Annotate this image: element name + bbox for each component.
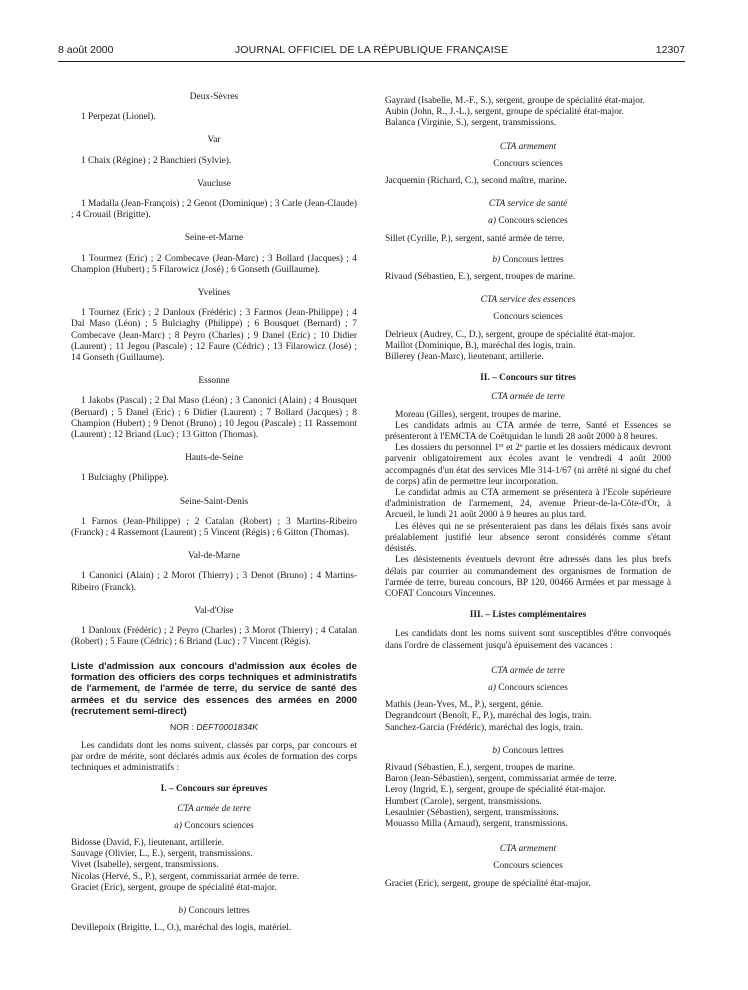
page-number: 12307 [655,44,685,56]
journal-title: JOURNAL OFFICIEL DE LA RÉPUBLIQUE FRANÇAISE [234,44,509,56]
department-heading: Seine-et-Marne [184,233,244,244]
list-item: Sillet (Cyrille, P.), sergent, santé armée de terre. [385,233,565,244]
concours-heading: a) Concours sciences [488,216,568,227]
concours-heading: b) Concours lettres [492,745,564,756]
section-heading-2: II. – Concours sur titres [480,373,576,384]
name-list [385,763,671,830]
list-item: Gayrard (Isabelle, M.-F., S.), sergent, groupe de spécialité état-major. [385,96,645,106]
section-heading-3: III. – Listes complémentaires [469,610,587,621]
concours-label: Concours lettres [502,254,564,265]
paragraph: Le candidat admis au CTA armement se présentera à l'Ecole supérieure d'administration de l'armement, 24, avenue Prieur-de-la-Côte-d'Or, à Arcueil, le lundi 21 août 2000 à 9 heures au plus tard. [385,488,671,521]
concours-label: Concours lettres [502,745,564,756]
right-column [385,96,671,890]
list-item: Maillot (Dominique, B.), maréchal des logis, train. [385,340,576,351]
superscript: er [498,443,504,450]
list-item: Aubin (John, R., J.-L.), sergent, groupe de spécialité état-major. [385,107,624,118]
department-heading: Val-d'Oise [194,605,234,616]
paragraph: Les désistements éventuels devront être adressés dans les plus brefs délais par courrier au commandement des organismes de formation de l'armée de terre, bureau concours, BP 120, 00466 Armées et par message à COFAT Concours Vincennes. [385,555,671,599]
concours-heading: a) Concours sciences [174,820,254,831]
department-ranking: 1 Danloux (Frédéric) ; 2 Peyro (Charles) ; 3 Morot (Thierry) ; 4 Catalan (Robert) ; 5 Faure (Cédric) ; 6 Briand (Luc) ; 7 Vincent (Régis). [71,626,357,648]
concours-heading: a) Concours sciences [488,682,568,693]
department-heading: Essonne [198,376,230,387]
list-item: Mouasso Milla (Arnaud), sergent, transmissions. [385,818,568,829]
list-item: Baron (Jean-Sébastien), sergent, commissariat armée de terre. [385,774,617,785]
name-list [71,923,357,934]
department-heading: Var [207,135,221,146]
list-item: Lesaulnier (Sébastien), sergent, transmissions. [385,807,559,818]
department-heading: Deux-Sèvres [189,92,239,102]
list-item: Leroy (Ingrid, E.), sergent, groupe de spécialité état-major. [385,785,606,796]
department-ranking: 1 Jakobs (Pascal) ; 2 Dal Maso (Léon) ; 3 Canonici (Alain) ; 4 Bousquet (Bernard) ; 5 Danel (Eric) ; 6 Didier (Laurent) ; 7 Bollard (Jacques) ; 8 Champion (Hubert) ; 9 Denot (Bruno) ; 10 Jegou (Pascale) ; 11 Rassemont (Laurent) ; 12 Briand (Luc) ; 13 Gitton (Thomas). [71,396,357,441]
page-header [58,44,685,58]
department-ranking: 1 Bulciaghy (Philippe). [81,473,169,484]
concours-label: Concours lettres [188,905,250,916]
paragraph: Les candidats admis au CTA armée de terre, Santé et Essences se présenteront à l'EMCTA de Coëtquidan le lundi 28 août 2000 à 8 heures. [385,420,671,443]
decree-title: Liste d'admission aux concours d'admission aux écoles de formation des officiers des corps techniques et administratifs de l'armement, de l'armée de terre, du service de santé des armées et du service des essences des armées en 2000 (recrutement semi-direct) [71,660,357,718]
concours-label: Concours sciences [184,820,254,831]
list-item: Rivaud (Sébastien, E.), sergent, troupes de marine. [385,762,576,773]
department-heading: Seine-Saint-Denis [179,496,249,507]
superscript: e [519,443,523,450]
list-item: Moreau (Gilles), sergent, troupes de marine. [395,409,561,420]
nor-label: NOR : [170,721,194,732]
concours-heading: Concours sciences [493,158,563,169]
name-list [385,272,671,283]
concours-heading: b) Concours lettres [492,254,564,265]
list-item: Sauvage (Olivier, L., E.), sergent, transmissions. [71,849,253,860]
list-item: Billerey (Jean-Marc), lieutenant, artillerie. [385,352,544,363]
department-ranking: 1 Farnos (Jean-Philippe) ; 2 Catalan (Robert) ; 3 Martins-Ribeiro (Franck) ; 4 Rassemont (Laurent) ; 5 Vincent (Régis) ; 6 Gitton (Thomas). [71,516,357,539]
concours-label: Concours sciences [498,216,568,227]
department-ranking: 1 Tourmez (Eric) ; 2 Combecave (Jean-Marc) ; 3 Bollard (Jacques) ; 4 Champion (Hubert) ; 5 Filarowicz (José) ; 6 Gonseth (Guillaume). [71,253,357,275]
name-list [71,838,357,894]
name-list [385,176,671,187]
list-item: Graciet (Eric), sergent, groupe de spécialité état-major. [385,878,591,889]
cta-heading: CTA armée de terre [491,392,565,403]
list-item: Degrandcourt (Benoît, F., P.), maréchal des logis, train. [385,711,592,722]
cta-heading: CTA armement [499,141,557,152]
cta-heading: CTA armée de terre [491,665,565,676]
list-item: Mathis (Jean-Yves, M., P.), sergent, génie. [385,700,544,711]
section-heading-1: I. – Concours sur épreuves [160,784,268,795]
paragraph: Les candidats dont les noms suivent sont susceptibles d'être convoqués dans l'ordre de classement jusqu'à épuisement des vacances : [385,629,671,651]
nor-reference [71,722,357,733]
text-run: Les dossiers du personnel 1 [395,443,499,454]
concours-heading: b) Concours lettres [178,905,250,916]
header-rule [58,61,685,62]
cta-heading: CTA armement [499,844,557,855]
name-list [385,330,671,364]
department-ranking: 1 Tournez (Eric) ; 2 Danloux (Frédéric) ; 3 Farmos (Jean-Philippe) ; 4 Dal Maso (Léon) ; 5 Bulciaghy (Philippe) ; 6 Bousquet (Bernard) ; 7 Combecave (Jean-Marc) ; 8 Peyro (Charles) ; 9 Danel (Eric) ; 10 Didier (Laurent) ; 11 Jegou (Pascale) ; 12 Faure (Cédric) ; 13 Filarowicz (José) ; 14 Gonseth (Guillaume). [71,308,357,364]
list-item: Bidosse (David, F.), lieutenant, artillerie. [71,837,225,848]
name-list [385,96,671,130]
concours-heading: Concours sciences [493,861,563,872]
list-item: Vivet (Isabelle), sergent, transmissions. [71,860,219,871]
name-list [385,700,671,734]
concours-label: Concours sciences [498,682,568,693]
department-ranking: 1 Chaix (Régine) ; 2 Banchieri (Sylvie). [81,155,232,166]
text-run: partie et les dossiers médicaux devront parvenir obligatoirement aux écoles avant le vendredi 4 août 2000 accompagnés d'un état des services Mle 314-1/67 (ni arrêté ni signé du chef de corps) afin de permettre leur incorporation. [385,443,671,487]
list-item: Jacquemin (Richard, C.), second maître, marine. [385,176,567,187]
name-list [385,879,671,890]
department-list [71,92,357,649]
department-heading: Vaucluse [197,178,231,189]
header-date: 8 août 2000 [58,44,114,56]
paragraph [385,443,671,488]
paragraph: Les élèves qui ne se présenteraient pas dans les délais fixés sans avoir préalablement justifié leur absence seront considérés comme s'étant désistés. [385,521,671,555]
list-item: Graciet (Eric), sergent, groupe de spécialité état-major. [71,882,277,893]
list-item: Delrieux (Audrey, C., D.), sergent, groupe de spécialité état-major. [385,329,635,340]
list-item: Rivaud (Sébastien, E.), sergent, troupes de marine. [385,272,576,283]
department-heading: Val-de-Marne [187,551,241,562]
concours-heading: Concours sciences [493,312,563,323]
cta-heading: CTA service de santé [488,199,568,210]
cta-heading: CTA armée de terre [177,803,251,814]
left-column [71,92,357,934]
list-item: Sanchez-Garcia (Frédéric), maréchal des logis, train. [385,722,583,733]
intro-paragraph: Les candidats dont les noms suivent, classés par corps, par concours et par ordre de mérite, sont déclarés admis aux écoles de formation des corps techniques et administratifs : [71,740,357,774]
cta-heading: CTA service des essences [480,295,576,306]
list-item: Balanca (Virginie, S.), sergent, transmissions. [385,118,557,129]
text-run: et 2 [503,443,520,454]
nor-code: DEFT0001834K [196,721,258,732]
list-item: Devillepoix (Brigitte, L., O.), maréchal des logis, matériel. [71,923,292,934]
name-list [385,234,671,245]
department-heading: Hauts-de-Seine [185,453,243,464]
department-ranking: 1 Canonici (Alain) ; 2 Morot (Thierry) ; 3 Denot (Bruno) ; 4 Martins-Ribeiro (Franck). [71,571,357,593]
department-ranking: 1 Perpezat (Lionel). [81,112,156,123]
list-item: Humbert (Carole), sergent, transmissions. [385,796,542,807]
department-ranking: 1 Madalla (Jean-François) ; 2 Genot (Dominique) ; 3 Carle (Jean-Claude) ; 4 Crouail (Brigitte). [71,199,357,221]
department-heading: Yvelines [197,288,231,299]
list-item: Nicolas (Hervé, S., P.), sergent, commissariat armée de terre. [71,871,300,882]
